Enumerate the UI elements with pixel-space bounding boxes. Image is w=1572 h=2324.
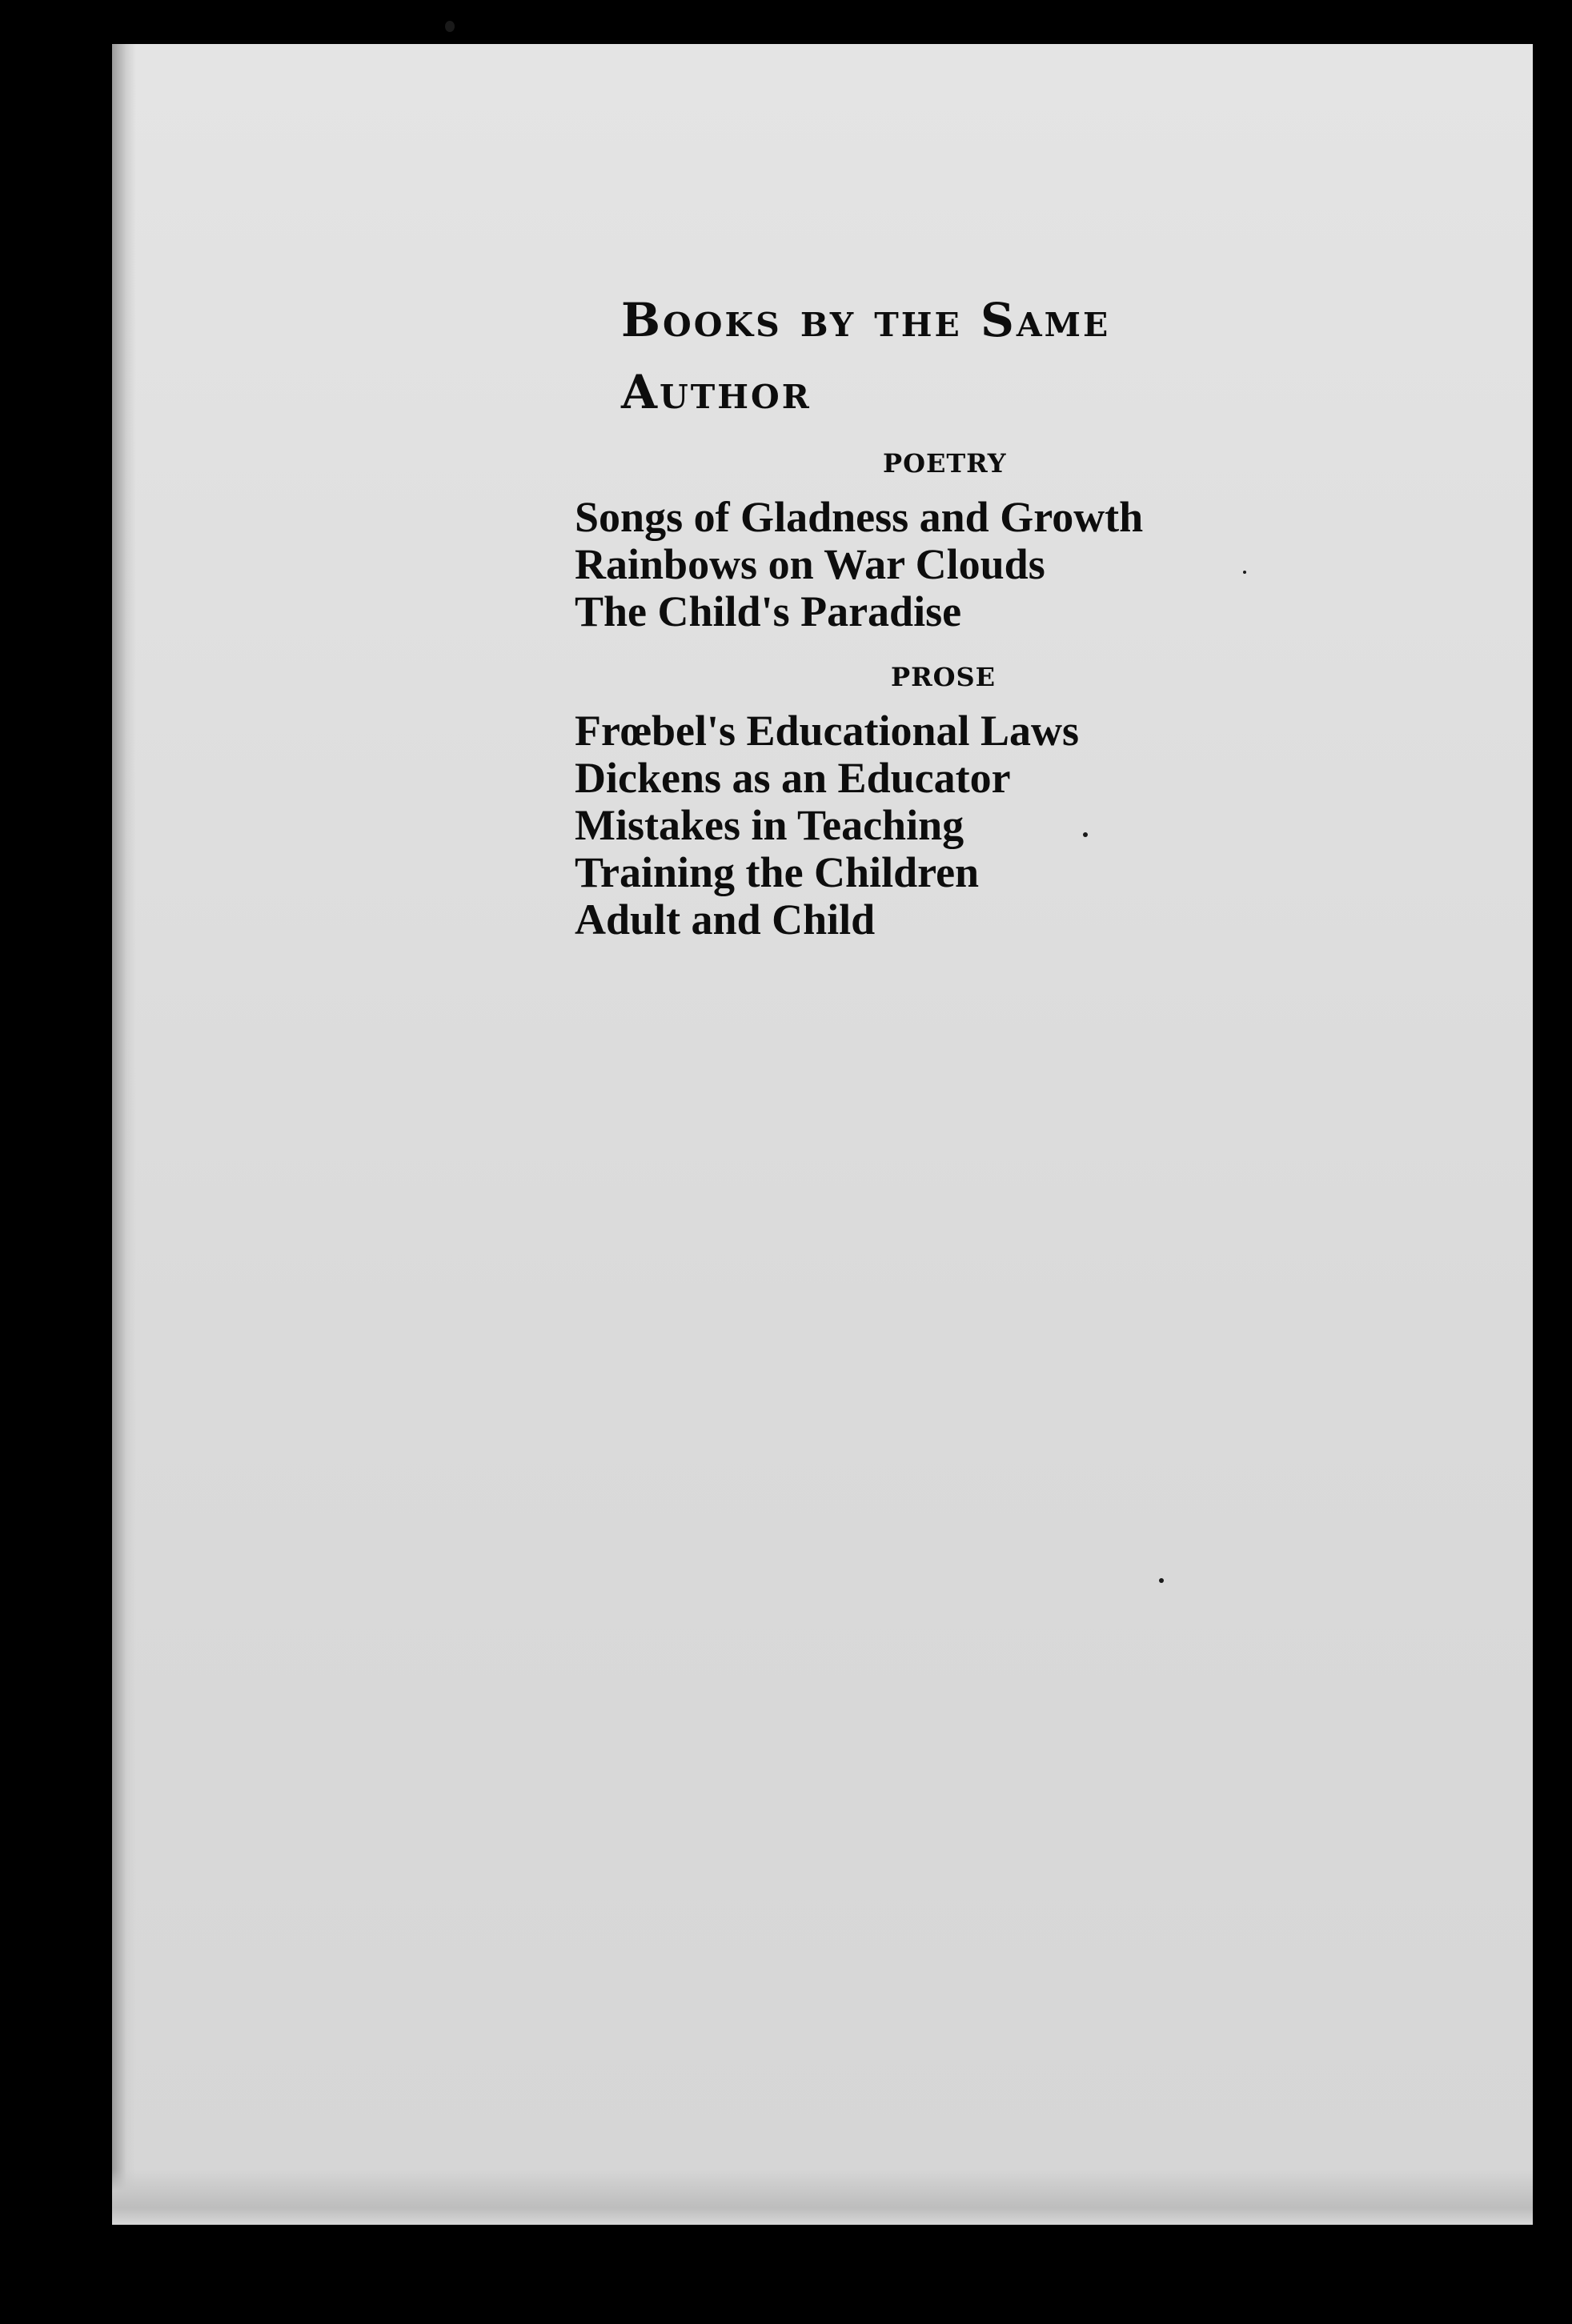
dust-speck [445,21,455,32]
list-item: Adult and Child [575,896,876,944]
list-item: Dickens as an Educator [575,754,1011,802]
list-item: Rainbows on War Clouds [575,540,1045,588]
page-title: Books by the Same Author [621,293,1111,419]
page-gutter-shadow [112,44,136,2225]
book-list-block [575,284,1295,944]
list-item: The Child's Paradise [575,587,962,635]
dust-speck [1159,1578,1164,1583]
poetry-list [575,494,1295,635]
list-item: Mistakes in Teaching [575,801,964,849]
section-label-prose: PROSE [891,662,997,692]
list-item: Songs of Gladness and Growth [575,493,1144,541]
page-bottom-edge [112,2169,1533,2225]
section-label-poetry: POETRY [883,448,1007,479]
list-item: Training the Children [575,848,980,896]
list-item: Frœbel's Educational Laws [575,707,1080,755]
prose-list [575,707,1295,944]
right-scan-border [1533,0,1572,2324]
